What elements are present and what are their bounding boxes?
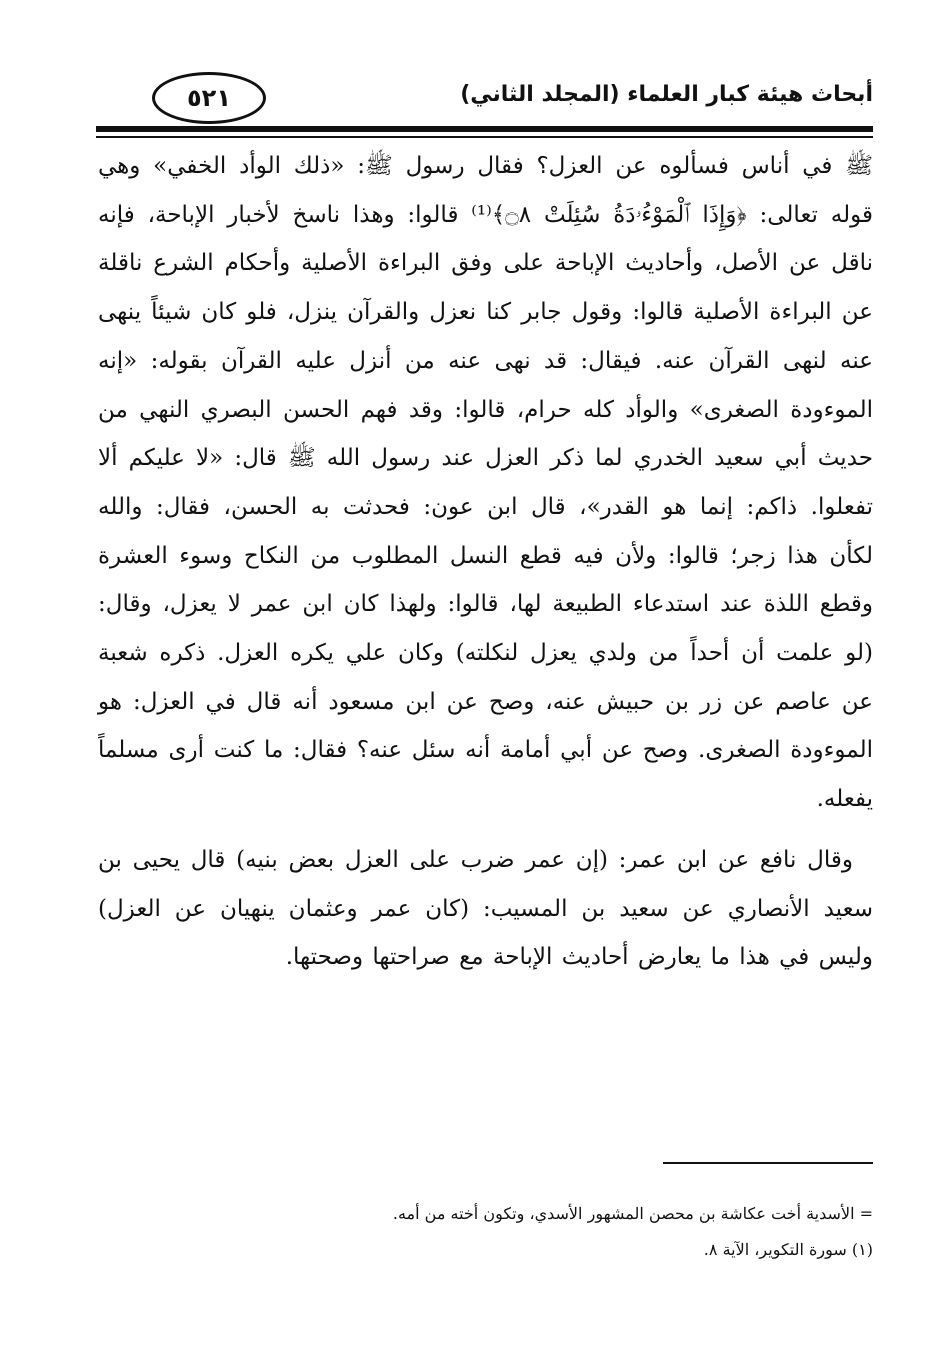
header-title: أبحاث هيئة كبار العلماء (المجلد الثاني) <box>460 82 873 107</box>
page-number: ٥٢١ <box>152 72 266 124</box>
footnote-separator <box>663 1162 873 1164</box>
footnotes <box>150 1196 873 1268</box>
footnote-continued: = الأسدية أخت عكاشة بن محصن المشهور الأسدي، وتكون أخته من أمه. <box>392 1204 873 1223</box>
footnote-1: (١) سورة التكوير، الآية ٨. <box>703 1240 873 1259</box>
paragraph-2: وقال نافع عن ابن عمر: (إن عمر ضرب على العزل بعض بنيه) قال يحيى بن سعيد الأنصاري عن سعيد بن المسيب: (كان عمر وعثمان ينهيان عن العزل) وليس في هذا ما يعارض أحاديث الإباحة مع صراحتها وصحتها. <box>98 846 873 971</box>
paragraph-1: ﷺ في أناس فسألوه عن العزل؟ فقال رسول ﷺ: «ذلك الوأد الخفي» وهي قوله تعالى: ﴿وَإِذَا ٱلْمَوْءُۥدَةُ سُئِلَتْ ۝٨﴾⁽¹⁾ قالوا: وهذا ناسخ لأخبار الإباحة، فإنه ناقل عن الأصل، وأحاديث الإباحة على وفق البراءة الأصلية وأحكام الشرع ناقلة عن البراءة الأصلية قالوا: وقول جابر كنا نعزل والقرآن ينزل، فلو كان شيئاً ينهى عنه لنهى القرآن عنه. فيقال: قد نهى عنه من أنزل عليه القرآن بقوله: «إنه الموءودة الصغرى» والوأد كله حرام، قالوا: وقد فهم الحسن البصري النهي من حديث أبي سعيد الخدري لما ذكر العزل عند رسول الله ﷺ قال: «لا عليكم ألا تفعلوا. ذاكم: إنما هو القدر»، قال ابن عون: فحدثت به الحسن، فقال: والله لكأن هذا زجر؛ قالوا: ولأن فيه قطع النسل المطلوب من النكاح وسوء العشرة وقطع اللذة عند استدعاء الطبيعة لها، قالوا: ولهذا كان ابن عمر لا يعزل، وقال: (لو علمت أن أحداً من ولدي يعزل لنكلته) وكان علي يكره العزل. ذكره شعبة عن عاصم عن زر بن حبيش عنه، وصح عن ابن مسعود أنه قال في العزل: هو الموءودة الصغرى. وصح عن أبي أمامة أنه سئل عنه؟ فقال: ما كنت أرى مسلماً يفعله. <box>98 153 873 813</box>
header-rule-thin <box>96 136 873 138</box>
main-text <box>98 142 873 982</box>
header-rule-thick <box>96 126 873 132</box>
